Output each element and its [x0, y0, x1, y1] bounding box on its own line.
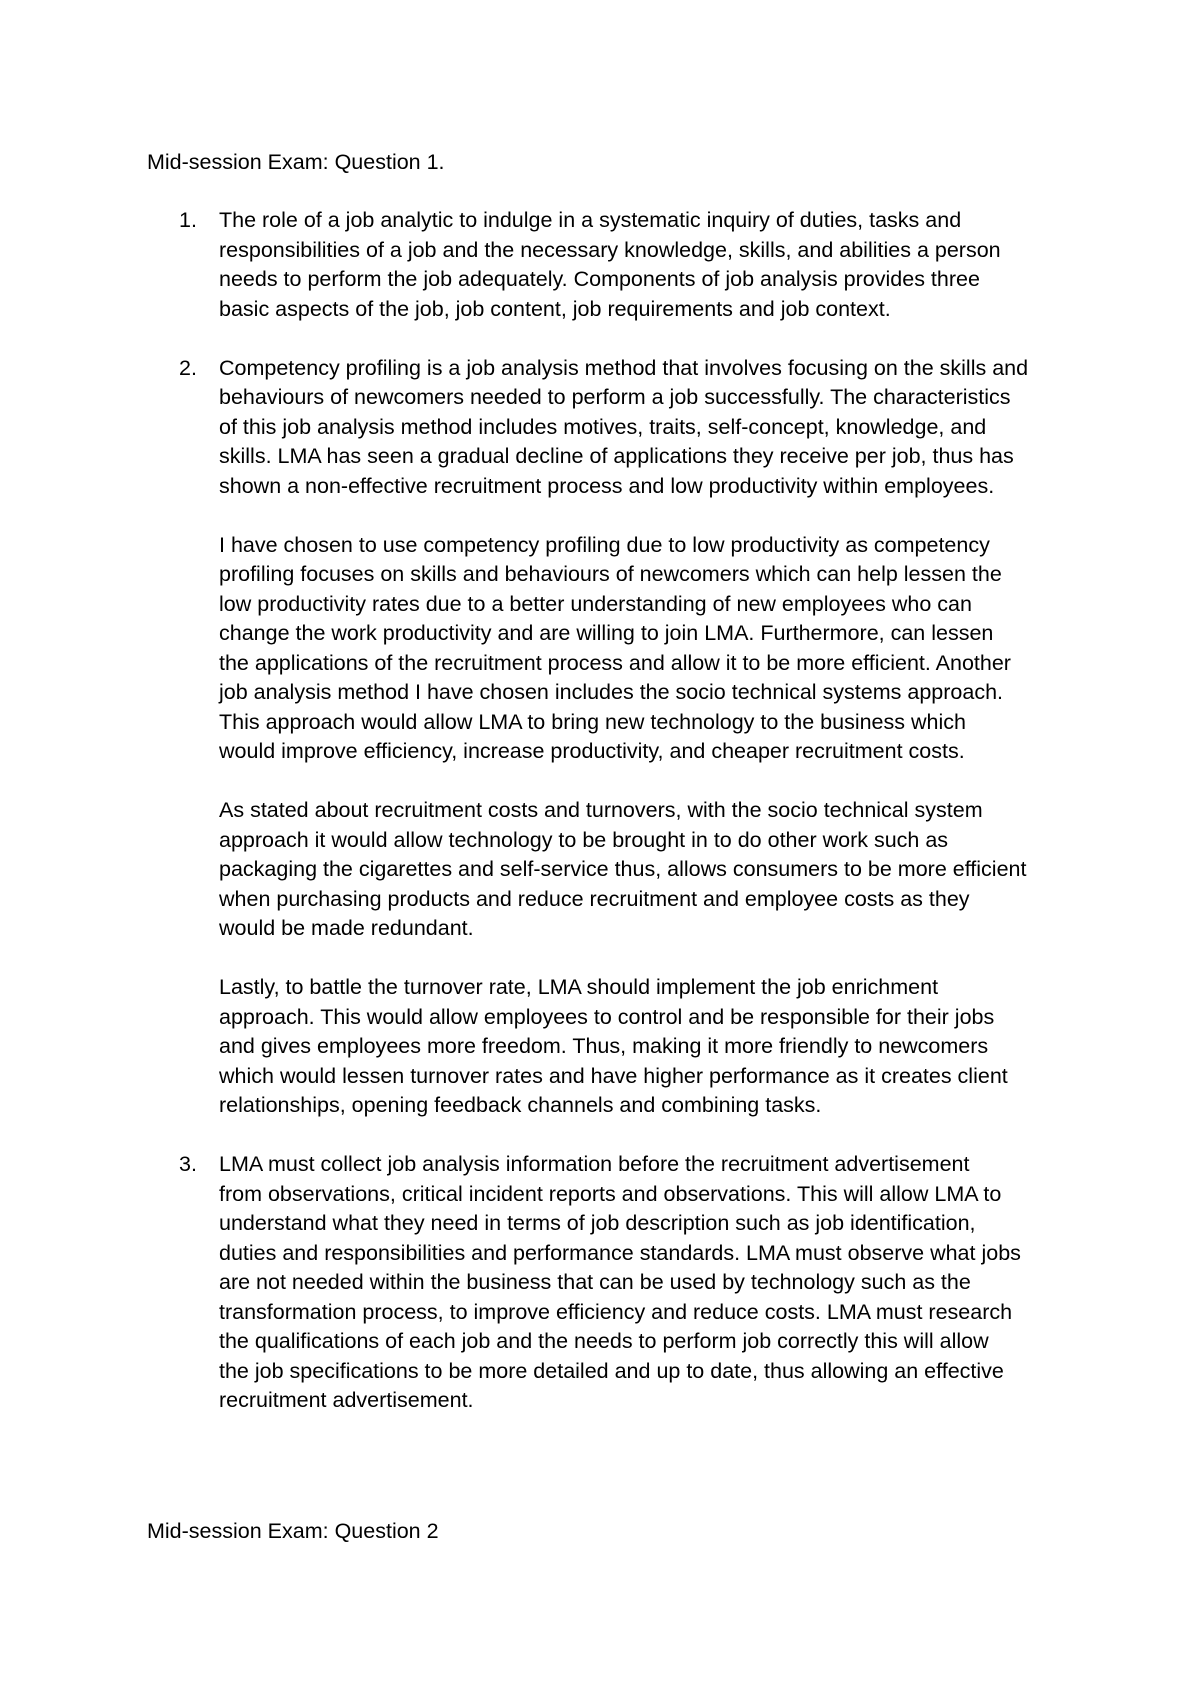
- list-item-number: 3.: [179, 1152, 197, 1176]
- list-item: [147, 206, 1087, 324]
- text-line: needs to perform the job adequately. Components of job analysis provides three: [219, 267, 980, 291]
- text-line: low productivity rates due to a better understanding of new employees who can: [219, 591, 972, 616]
- text-line: the applications of the recruitment process and allow it to be more efficient. Another: [219, 650, 1011, 675]
- list-item: [147, 1150, 1087, 1416]
- text-line: from observations, critical incident reports and observations. This will allow LMA to: [219, 1181, 1002, 1206]
- text-line: relationships, opening feedback channels and combining tasks.: [219, 1093, 822, 1117]
- text-line: when purchasing products and reduce recruitment and employee costs as they: [219, 886, 970, 911]
- text-line: job analysis method I have chosen includes the socio technical systems approach.: [219, 680, 1003, 704]
- text-line: packaging the cigarettes and self-service thus, allows consumers to be more efficient: [219, 857, 1027, 881]
- text-line: responsibilities of a job and the necessary knowledge, skills, and abilities a person: [219, 237, 1001, 262]
- text-line: the qualifications of each job and the needs to perform job correctly this will allow: [219, 1329, 989, 1353]
- text-line: profiling focuses on skills and behaviours of newcomers which can help lessen the: [219, 562, 1002, 586]
- text-line: would be made redundant.: [219, 916, 474, 940]
- question-1-heading: Mid-session Exam: Question 1.: [147, 150, 445, 174]
- list-item-number: 1.: [179, 208, 197, 232]
- text-line: shown a non-effective recruitment process and low productivity within employees.: [219, 473, 995, 498]
- text-line: I have chosen to use competency profiling due to low productivity as competency: [219, 532, 990, 557]
- text-line: Competency profiling is a job analysis method that involves focusing on the skills and: [219, 355, 1029, 380]
- text-line: which would lessen turnover rates and have higher performance as it creates client: [219, 1063, 1008, 1088]
- text-line: approach it would allow technology to be brought in to do other work such as: [219, 827, 949, 852]
- text-line: Lastly, to battle the turnover rate, LMA should implement the job enrichment: [219, 975, 939, 999]
- answer-paragraph: [219, 796, 1087, 944]
- text-line: skills. LMA has seen a gradual decline of applications they receive per job, thus has: [219, 444, 1014, 468]
- list-item: [147, 354, 1087, 1121]
- text-line: approach. This would allow employees to control and be responsible for their jobs: [219, 1004, 995, 1029]
- text-line: the job specifications to be more detailed and up to date, thus allowing an effective: [219, 1358, 1004, 1383]
- answer-paragraph: [219, 973, 1087, 1121]
- text-line: As stated about recruitment costs and turnovers, with the socio technical system: [219, 798, 983, 822]
- answer-paragraph: [219, 531, 1087, 767]
- text-line: and gives employees more freedom. Thus, making it more friendly to newcomers: [219, 1034, 989, 1058]
- text-line: The role of a job analytic to indulge in a systematic inquiry of duties, tasks and: [219, 208, 962, 232]
- answer-paragraph: [219, 206, 1087, 324]
- text-line: duties and responsibilities and performance standards. LMA must observe what jobs: [219, 1240, 1021, 1265]
- answer-list: [147, 206, 1087, 1445]
- text-line: are not needed within the business that can be used by technology such as the: [219, 1270, 971, 1294]
- text-line: This approach would allow LMA to bring new technology to the business which: [219, 709, 966, 734]
- answer-paragraph: [219, 1150, 1087, 1416]
- list-item-number: 2.: [179, 355, 197, 380]
- text-line: of this job analysis method includes motives, traits, self-concept, knowledge, and: [219, 414, 987, 439]
- text-line: change the work productivity and are willing to join LMA. Furthermore, can lessen: [219, 621, 994, 645]
- text-line: basic aspects of the job, job content, job requirements and job context.: [219, 296, 891, 321]
- text-line: transformation process, to improve efficiency and reduce costs. LMA must research: [219, 1299, 1013, 1324]
- answer-paragraph: [219, 354, 1087, 502]
- text-line: recruitment advertisement.: [219, 1388, 474, 1412]
- text-line: would improve efficiency, increase productivity, and cheaper recruitment costs.: [219, 739, 965, 763]
- text-line: behaviours of newcomers needed to perform a job successfully. The characteristics: [219, 385, 1011, 409]
- text-line: LMA must collect job analysis information before the recruitment advertisement: [219, 1152, 970, 1176]
- question-2-heading: Mid-session Exam: Question 2: [147, 1519, 439, 1543]
- text-line: understand what they need in terms of job description such as job identification,: [219, 1211, 976, 1235]
